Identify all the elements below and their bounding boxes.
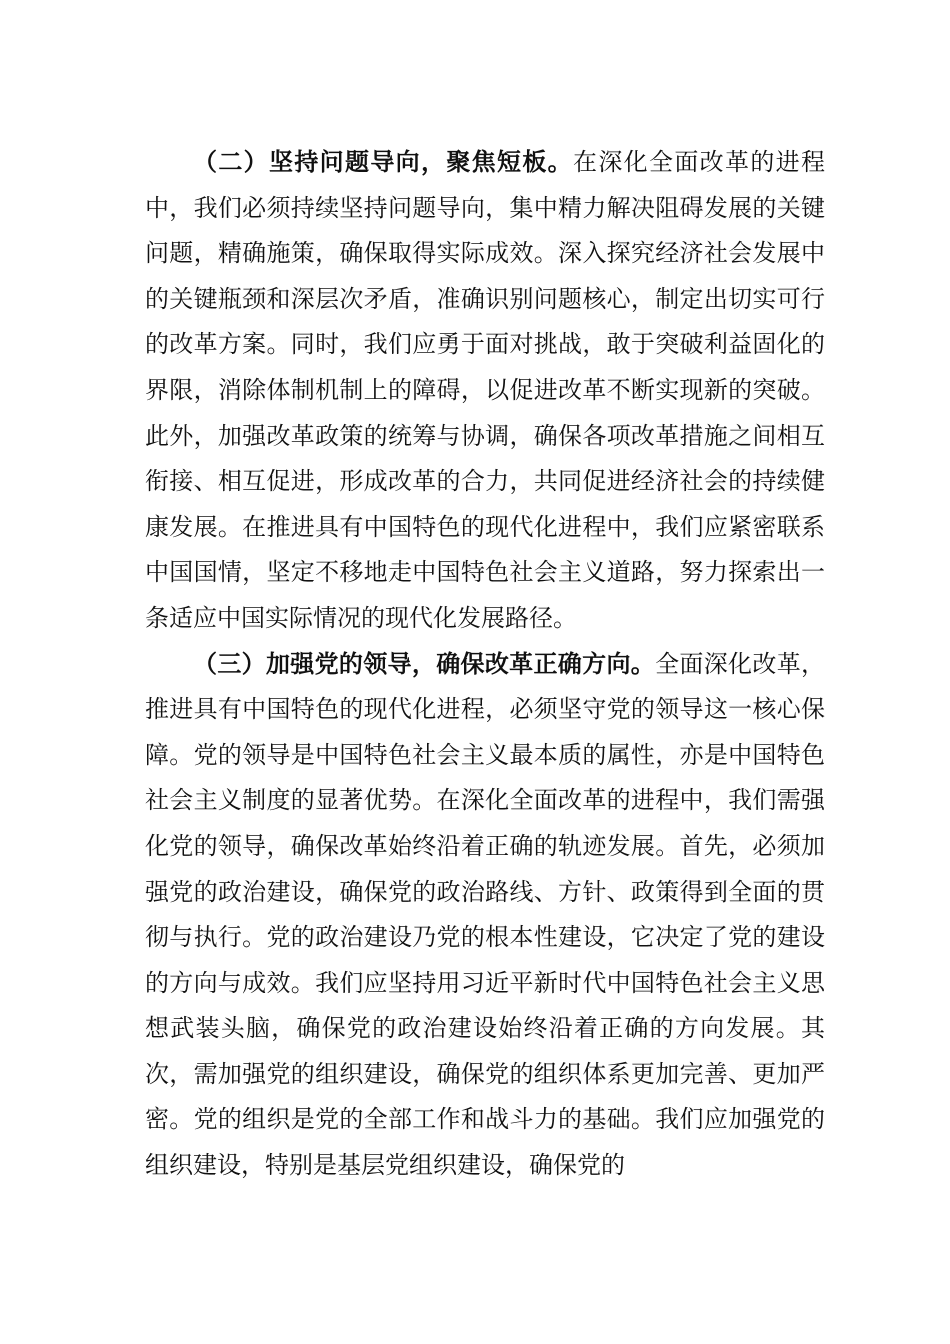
paragraph-section-2 [145, 140, 825, 642]
paragraph-text: 在深化全面改革的进程中，我们必须持续坚持问题导向，集中精力解决阻碍发展的关键问题，精确施策，确保取得实际成效。深入探究经济社会发展中的关键瓶颈和深层次矛盾，准确识别问题核心，制定出切实可行的改革方案。同时，我们应勇于面对挑战，敢于突破利益固化的界限，消除体制机制上的障碍，以促进改革不断实现新的突破。此外，加强改革政策的统筹与协调，确保各项改革措施之间相互衔接、相互促进，形成改革的合力，共同促进经济社会的持续健康发展。在推进具有中国特色的现代化进程中，我们应紧密联系中国国情，坚定不移地走中国特色社会主义道路，努力探索出一条适应中国实际情况的现代化发展路径。 [145, 148, 825, 632]
section-heading: （二）坚持问题导向，聚焦短板。 [193, 148, 573, 176]
document-body [145, 140, 825, 1189]
paragraph-text: 全面深化改革，推进具有中国特色的现代化进程，必须坚守党的领导这一核心保障。党的领导是中国特色社会主义最本质的属性，亦是中国特色社会主义制度的显著优势。在深化全面改革的进程中，我们需强化党的领导，确保改革始终沿着正确的轨迹发展。首先，必须加强党的政治建设，确保党的政治路线、方针、政策得到全面的贯彻与执行。党的政治建设乃党的根本性建设，它决定了党的建设的方向与成效。我们应坚持用习近平新时代中国特色社会主义思想武装头脑，确保党的政治建设始终沿着正确的方向发展。其次，需加强党的组织建设，确保党的组织体系更加完善、更加严密。党的组织是党的全部工作和战斗力的基础。我们应加强党的组织建设，特别是基层党组织建设，确保党的 [145, 649, 826, 1180]
paragraph-section-3 [145, 642, 825, 1189]
section-heading: （三）加强党的领导，确保改革正确方向。 [193, 649, 656, 678]
